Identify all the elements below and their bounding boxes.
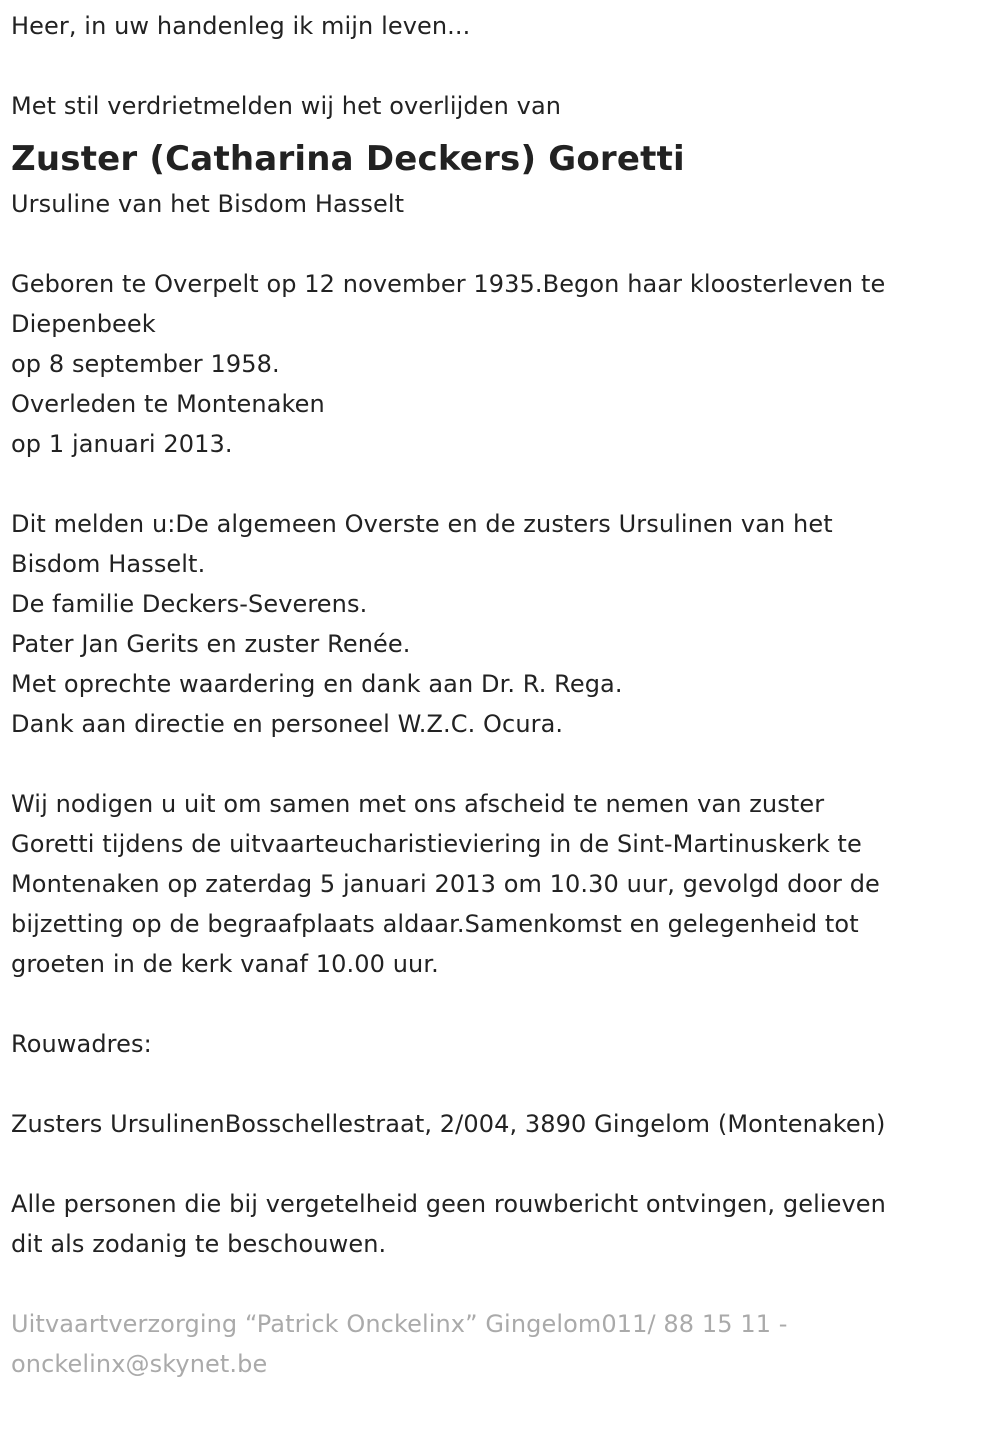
spacer (11, 1144, 981, 1184)
bio-line: op 1 januari 2013. (11, 430, 233, 458)
bio-line: Geboren te Overpelt op 12 november 1935.Begon haar kloosterleven te (11, 270, 886, 298)
intro-line-1: Heer, in uw handenleg ik mijn leven... (11, 12, 471, 40)
notice-section (11, 1184, 981, 1264)
intro-line-2: Met stil verdrietmelden wij het overlijden van (11, 92, 562, 120)
invitation-line: Wij nodigen u uit om samen met ons afscheid te nemen van zuster (11, 790, 825, 818)
notice-line: Alle personen die bij vergetelheid geen rouwbericht ontvingen, gelieven (11, 1190, 886, 1218)
invitation-line: groeten in de kerk vanaf 10.00 uur. (11, 950, 439, 978)
footer-line: Uitvaartverzorging “Patrick Onckelinx” Gingelom011/ 88 15 11 - (11, 1310, 788, 1338)
bio-section (11, 264, 981, 464)
invitation-line: Montenaken op zaterdag 5 januari 2013 om 10.30 uur, gevolgd door de (11, 870, 880, 898)
announcer-line: Bisdom Hasselt. (11, 550, 206, 578)
announcer-line: Pater Jan Gerits en zuster Renée. (11, 630, 411, 658)
invitation-line: bijzetting op de begraafplaats aldaar.Samenkomst en gelegenheid tot (11, 910, 859, 938)
announcers-section (11, 504, 981, 744)
spacer (11, 464, 981, 504)
spacer (11, 1264, 981, 1304)
spacer (11, 984, 981, 1024)
announcer-line: Dank aan directie en personeel W.Z.C. Ocura. (11, 710, 564, 738)
address-label: Rouwadres: (11, 1030, 152, 1058)
bio-line: Diepenbeek (11, 310, 156, 338)
spacer (11, 224, 981, 264)
deceased-subtitle: Ursuline van het Bisdom Hasselt (11, 190, 405, 218)
bio-line: Overleden te Montenaken (11, 390, 325, 418)
spacer (11, 1064, 981, 1104)
funeral-home-footer (11, 1304, 981, 1384)
bio-line: op 8 september 1958. (11, 350, 280, 378)
spacer (11, 744, 981, 784)
deceased-name: Zuster (Catharina Deckers) Goretti (11, 139, 685, 179)
footer-email: onckelinx@skynet.be (11, 1350, 268, 1378)
invitation-section (11, 784, 981, 984)
announcer-line: Dit melden u:De algemeen Overste en de zusters Ursulinen van het (11, 510, 833, 538)
notice-line: dit als zodanig te beschouwen. (11, 1230, 387, 1258)
invitation-line: Goretti tijdens de uitvaarteucharistieviering in de Sint-Martinuskerk te (11, 830, 862, 858)
spacer (11, 46, 981, 86)
announcer-line: Met oprechte waardering en dank aan Dr. R. Rega. (11, 670, 623, 698)
address-value: Zusters UrsulinenBosschellestraat, 2/004, 3890 Gingelom (Montenaken) (11, 1110, 886, 1138)
announcer-line: De familie Deckers-Severens. (11, 590, 368, 618)
